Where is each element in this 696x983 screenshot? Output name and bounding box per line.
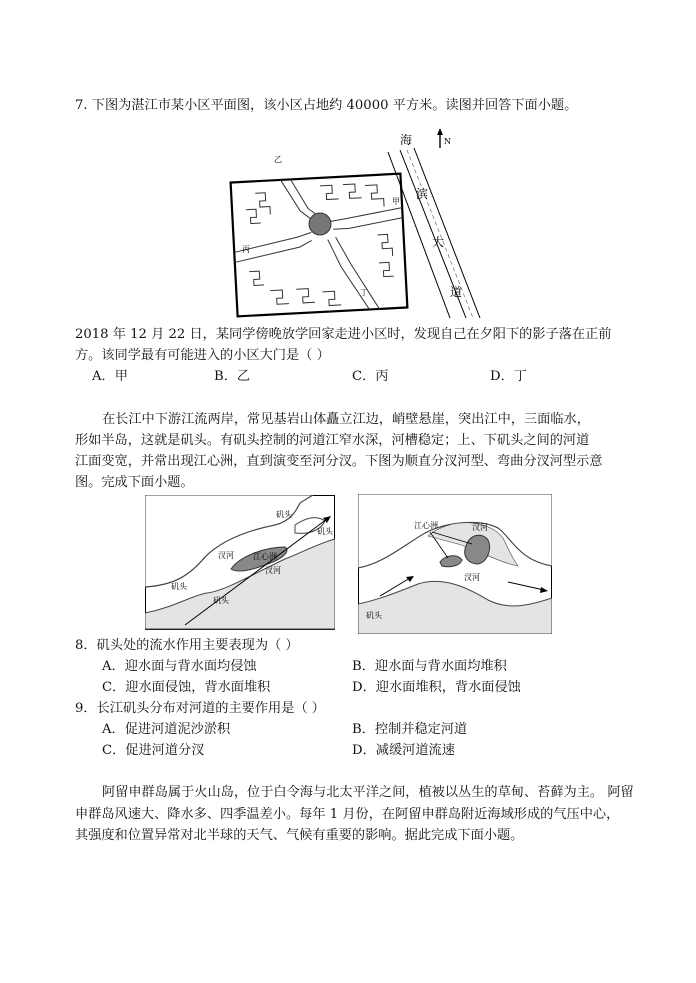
passage-line3: 江面变宽，并常出现江心洲，直到演变至河分汊。下图为顺直分汊河型、弯曲分汊河型示意 xyxy=(75,454,603,469)
right-fig-jitou: 矶头 xyxy=(366,611,382,620)
left-fig-jitou-left: 矶头 xyxy=(171,582,187,591)
q9-option-d: D．减缓河道流速 xyxy=(352,743,455,758)
figure-straight-braided-river xyxy=(145,495,335,630)
passage2-line2: 申群岛风速大、降水多、四季温差小。每年 1 月份，在阿留申群岛附近海域形成的气压中心， xyxy=(75,807,620,822)
left-fig-chahe-upper: 汊河 xyxy=(218,551,234,560)
left-fig-jitou-top: 矶头 xyxy=(276,510,292,519)
q8-option-c: C．迎水面侵蚀，背水面堆积 xyxy=(102,680,271,695)
q9-option-b: B．控制并稳定河道 xyxy=(352,722,468,737)
right-fig-island: 江心洲 xyxy=(414,521,438,530)
road-char-2: 滨 xyxy=(416,187,429,201)
left-fig-jitou-bottom: 矶头 xyxy=(213,596,229,605)
gate-ding-label: 丁 xyxy=(360,288,368,297)
left-fig-island: 江心洲 xyxy=(253,552,277,561)
left-fig-chahe-lower: 汊河 xyxy=(265,566,281,575)
q7-option-a: A．甲 xyxy=(92,369,128,384)
q8-option-d: D．迎水面堆积，背水面侵蚀 xyxy=(352,680,521,695)
q8-stem: 8．矶头处的流水作用主要表现为（ ） xyxy=(75,638,299,653)
right-fig-chahe-lower: 汊河 xyxy=(464,573,480,582)
q7-option-b: B．乙 xyxy=(214,369,251,384)
road-char-4: 道 xyxy=(450,285,463,299)
community-boundary xyxy=(231,174,408,317)
q9-stem: 9．长江矶头分布对河道的主要作用是（ ） xyxy=(75,701,325,716)
passage2-line1: 阿留申群岛属于火山岛，位于白令海与北太平洋之间，植被以丛生的草甸、苔藓为主。 阿留 xyxy=(102,785,634,800)
q9-option-c: C．促进河道分汊 xyxy=(102,743,205,758)
figure-meandering-braided-river xyxy=(358,494,552,634)
q9-option-a: A．促进河道泥沙淤积 xyxy=(102,722,231,737)
gate-jia-label: 甲 xyxy=(392,197,400,206)
community-plan-map xyxy=(228,128,498,318)
north-label: N xyxy=(444,137,451,146)
road-char-3: 大 xyxy=(432,235,445,249)
q8-option-b: B．迎水面与背水面均堆积 xyxy=(352,659,507,674)
passage-line1: 在长江中下游江流两岸，常见基岩山体矗立江边，峭壁悬崖，突出江中，三面临水， xyxy=(102,412,590,427)
road-char-1: 海 xyxy=(400,133,413,147)
q7-stem: 7. 下图为湛江市某小区平面图，该小区占地约 40000 平方米。读图并回答下面小题。 xyxy=(75,98,578,113)
q7-option-d: D．丁 xyxy=(490,369,527,384)
q7-question-line1: 2018 年 12 月 22 日，某同学傍晚放学回家走进小区时，发现自己在夕阳下的影子落在正前 xyxy=(75,327,612,342)
right-fig-chahe-upper: 汊河 xyxy=(472,523,488,532)
gate-yi-label: 乙 xyxy=(274,155,282,164)
gate-bing-label: 丙 xyxy=(242,245,250,254)
q7-question-line2: 方。该同学最有可能进入的小区大门是（ ） xyxy=(75,348,330,363)
left-fig-jitou-right: 矶头 xyxy=(317,527,333,536)
q8-option-a: A．迎水面与背水面均侵蚀 xyxy=(102,659,257,674)
passage-line4: 图。完成下面小题。 xyxy=(75,475,194,490)
passage-line2: 形如半岛，这就是矶头。有矶头控制的河道江窄水深，河槽稳定；上、下矶头之间的河道 xyxy=(75,433,590,448)
passage2-line3: 其强度和位置异常对北半球的天气、气候有重要的影响。据此完成下面小题。 xyxy=(75,828,524,843)
q7-option-c: C．丙 xyxy=(352,369,389,384)
central-plaza xyxy=(309,213,331,235)
